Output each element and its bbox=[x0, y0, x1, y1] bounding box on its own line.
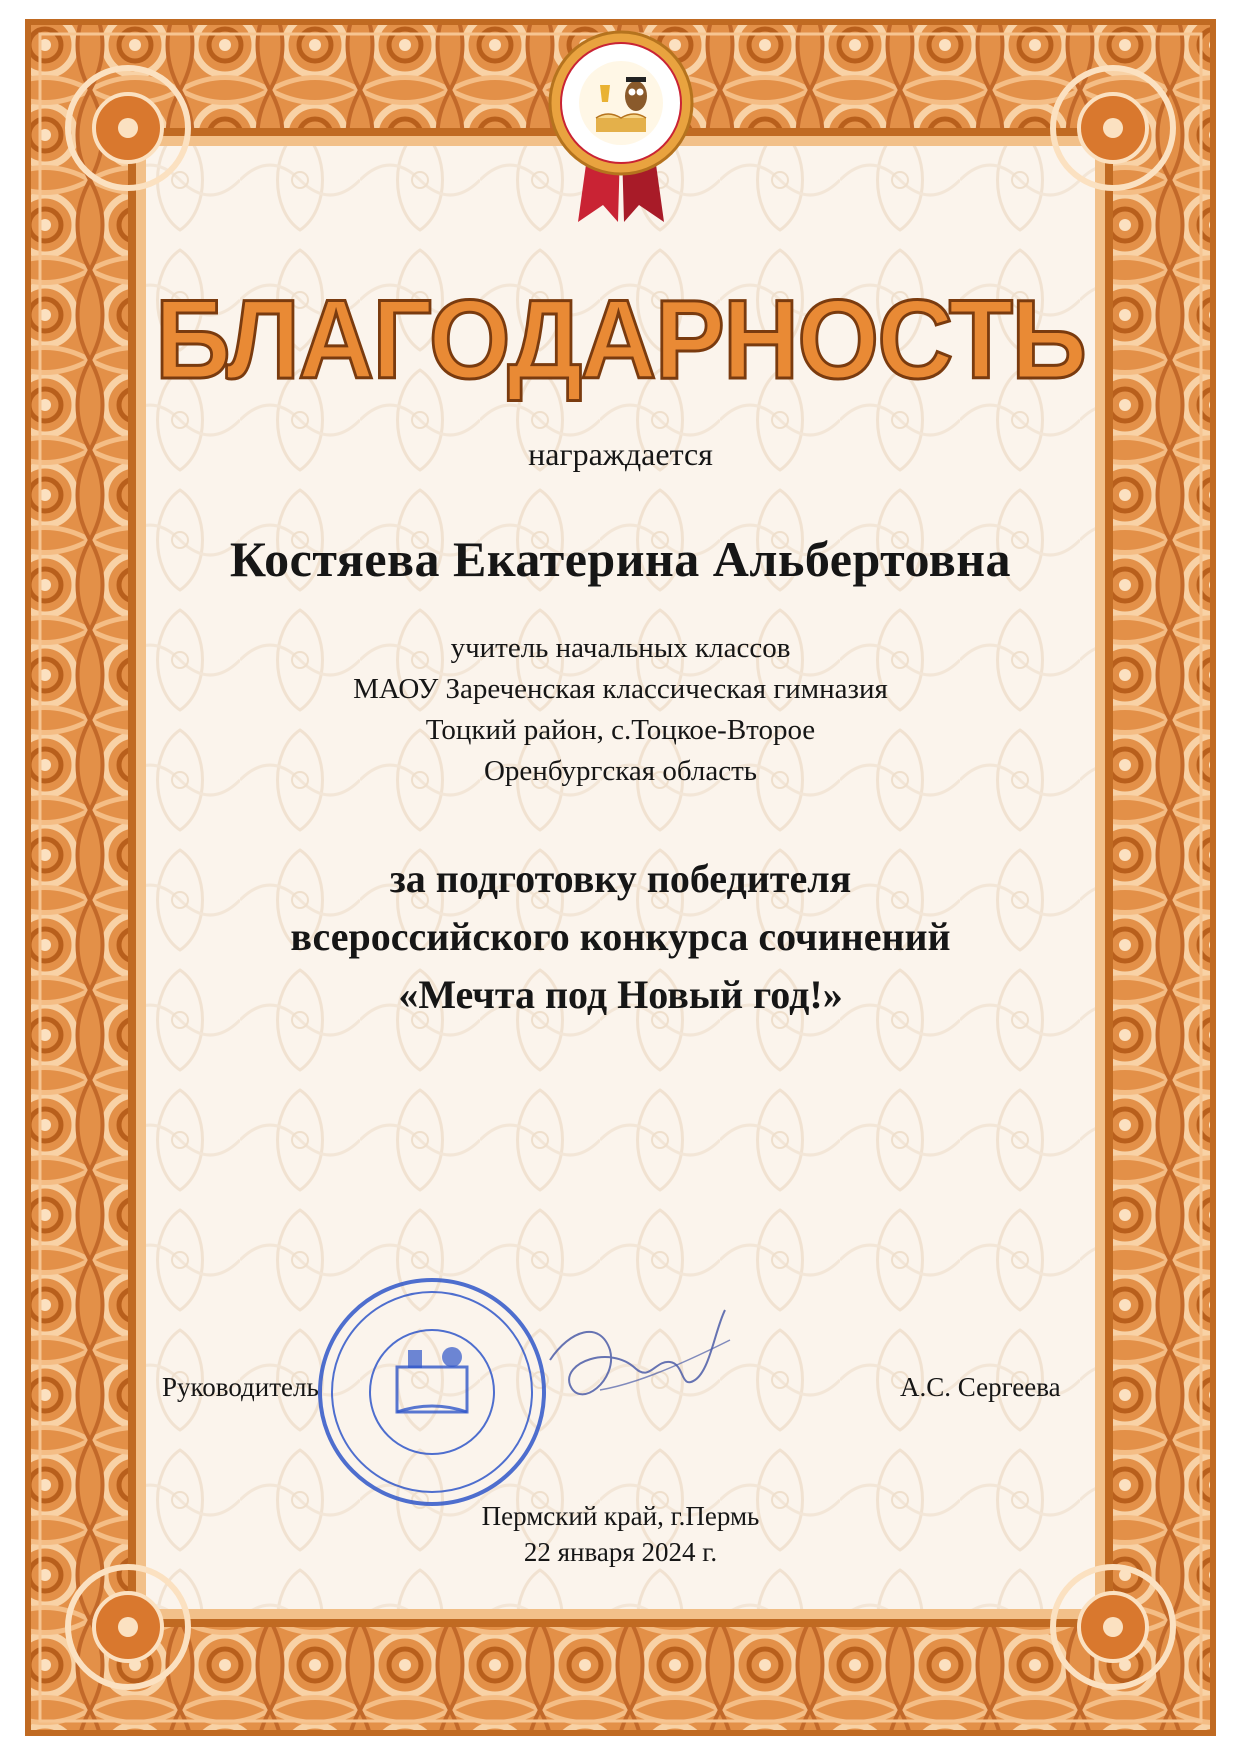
recipient-info bbox=[0, 628, 1241, 792]
stamp-seal bbox=[312, 1272, 552, 1512]
recipient-region: Оренбургская область bbox=[483, 755, 757, 787]
award-reason bbox=[0, 850, 1241, 1024]
handwritten-signature bbox=[540, 1290, 740, 1440]
award-reason-line: всероссийского конкурса сочинений bbox=[290, 914, 951, 959]
recipient-school: МАОУ Зареченская классическая гимназия bbox=[353, 673, 888, 705]
issue-place-date bbox=[0, 1498, 1241, 1570]
issue-place: Пермский край, г.Пермь bbox=[481, 1501, 760, 1531]
award-reason-line: за подготовку победителя bbox=[389, 856, 852, 901]
certificate-title bbox=[0, 260, 1241, 420]
recipient-district: Тоцкий район, с.Тоцкое-Второе bbox=[425, 714, 816, 746]
contest-center-emblem bbox=[548, 30, 694, 222]
awarded-label: награждается bbox=[528, 436, 713, 472]
issue-date: 22 января 2024 г. bbox=[523, 1537, 718, 1567]
signer-name: А.С. Сергеева bbox=[900, 1372, 1061, 1402]
recipient-position: учитель начальных классов bbox=[450, 632, 791, 664]
certificate-title-text: БЛАГОДАРНОСТЬ bbox=[155, 277, 1085, 402]
recipient-name: Костяева Екатерина Альбертовна bbox=[229, 531, 1012, 587]
signature-role: Руководитель bbox=[162, 1372, 319, 1402]
award-reason-line: «Мечта под Новый год!» bbox=[398, 972, 843, 1017]
